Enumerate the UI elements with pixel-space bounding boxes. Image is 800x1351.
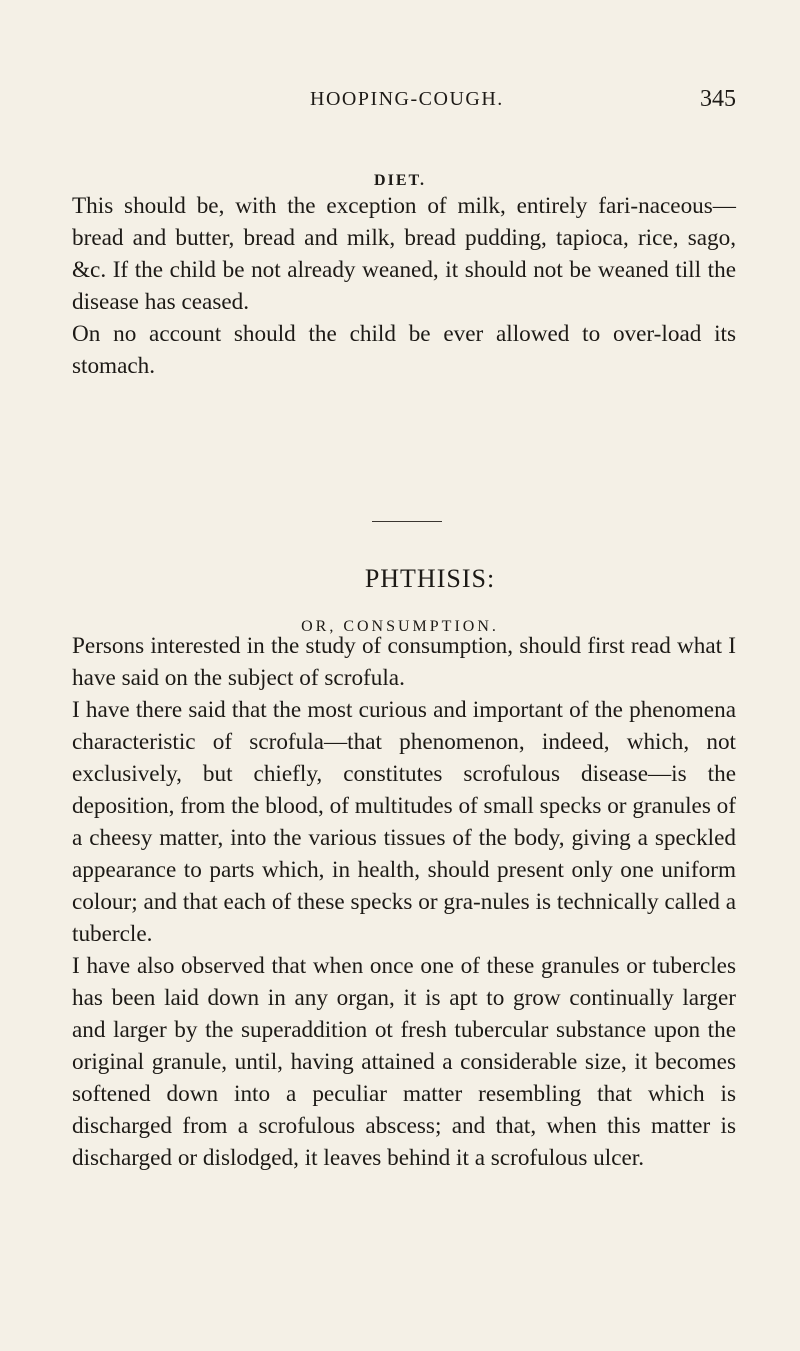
running-title: HOOPING-COUGH. <box>310 88 504 110</box>
running-head <box>72 88 740 118</box>
diet-paragraph-1 <box>72 190 736 318</box>
diet-heading: DIET. <box>374 172 426 189</box>
diet-paragraph-1-text: This should be, with the exception of milk, entirely fari-naceous—bread and butter, bread and milk, bread pudding, tapioca, rice, sago, &c. If the child be not already weaned, it should not be weaned till the disease has ceased. <box>72 193 736 315</box>
section-divider <box>372 521 442 522</box>
page-number: 345 <box>700 86 736 112</box>
phthisis-subheading: OR, CONSUMPTION. <box>301 618 499 635</box>
diet-paragraph-2-text: On no account should the child be ever allowed to over-load its stomach. <box>72 321 736 379</box>
diet-paragraph-2 <box>72 318 736 382</box>
phthisis-paragraph-3 <box>72 950 736 1174</box>
phthisis-paragraph-1 <box>72 630 736 694</box>
phthisis-paragraph-2-text: I have there said that the most curious and important of the phenomena characteristic of scrofula—that phenomenon, indeed, which, not exclusively, but chiefly, constitutes scrofulous disease—is the deposition, from the blood, of multitudes of small specks or granules of a cheesy matter, into the various tissues of the body, giving a speckled appearance to parts which, in health, should present only one uniform colour; and that each of these specks or gra-nules is technically called a tubercle. <box>72 697 736 947</box>
phthisis-section <box>72 630 736 1174</box>
phthisis-paragraph-3-text: I have also observed that when once one of these granules or tubercles has been laid down in any organ, it is apt to grow continually larger and larger by the superaddition ot fresh tubercular substance upon the original granule, until, having attained a considerable size, it becomes softened down into a peculiar matter resembling that which is discharged from a scrofulous abscess; and that, when this matter is discharged or dislodged, it leaves behind it a scrofulous ulcer. <box>72 953 736 1171</box>
phthisis-paragraph-2 <box>72 694 736 950</box>
diet-section <box>72 190 736 382</box>
phthisis-heading: PHTHISIS: <box>364 564 496 593</box>
phthisis-paragraph-1-text: Persons interested in the study of consumption, should first read what I have said on the subject of scrofula. <box>72 633 736 691</box>
